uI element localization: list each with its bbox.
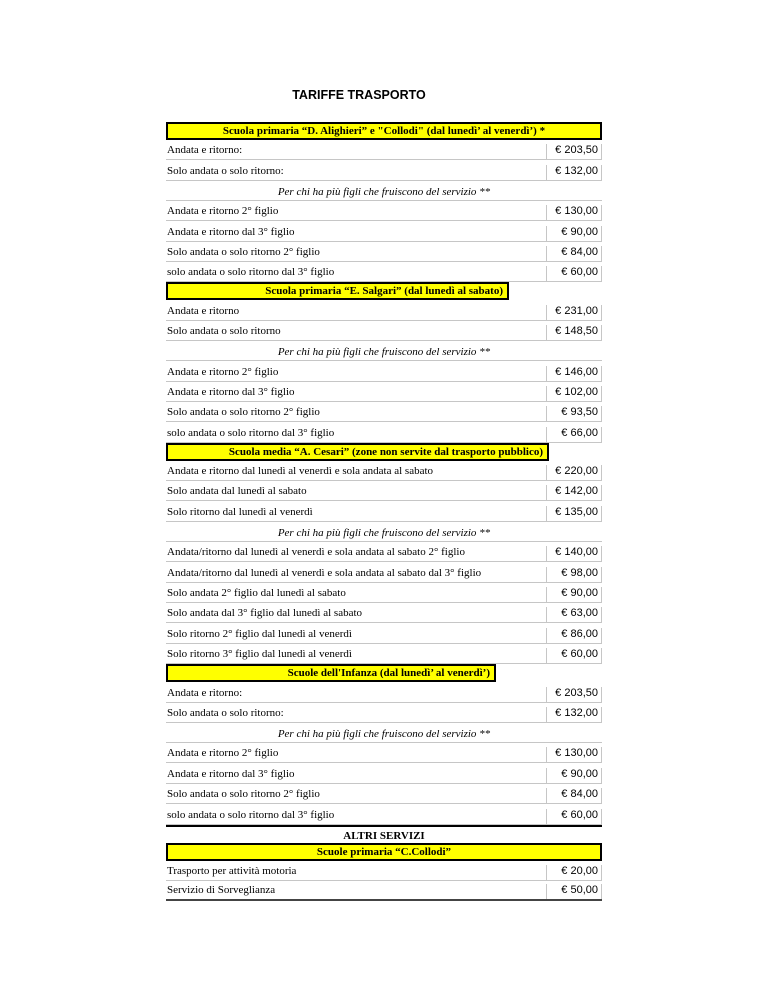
tariff-row: [166, 242, 602, 262]
tariff-label: Solo andata 2° figlio dal lunedì al sabato: [167, 587, 346, 600]
section-title: ALTRI SERVIZI: [166, 825, 602, 843]
tariff-price: € 146,00: [546, 366, 602, 381]
tariff-price: € 132,00: [546, 165, 602, 180]
tariff-label: solo andata o solo ritorno dal 3° figlio: [167, 266, 335, 279]
tariff-price: € 66,00: [546, 427, 602, 442]
tariff-price: € 84,00: [546, 788, 602, 803]
tariff-row: [166, 160, 602, 180]
tariff-price: € 142,00: [546, 485, 602, 500]
tariff-row: [166, 382, 602, 402]
tariff-table: [166, 122, 602, 901]
tariff-label: solo andata o solo ritorno dal 3° figlio: [167, 808, 335, 821]
tariff-price: € 130,00: [546, 205, 602, 220]
tariff-label: Andata e ritorno dal 3° figlio: [167, 767, 295, 780]
tariff-label: Solo andata o solo ritorno:: [167, 706, 284, 719]
multi-child-note: Per chi ha più figli che fruiscono del servizio **: [166, 522, 602, 542]
tariff-price: € 102,00: [546, 386, 602, 401]
tariff-label: Solo andata o solo ritorno:: [167, 164, 284, 177]
tariff-label: solo andata o solo ritorno dal 3° figlio: [167, 426, 335, 439]
tariff-row: [166, 140, 602, 160]
tariff-label: Andata e ritorno 2° figlio: [167, 205, 279, 218]
tariff-row: [166, 603, 602, 623]
tariff-label: Solo andata o solo ritorno 2° figlio: [167, 406, 320, 419]
tariff-label: Solo ritorno dal lunedì al venerdì: [167, 505, 313, 518]
tariff-row: [166, 743, 602, 763]
tariff-row: [166, 201, 602, 221]
tariff-label: Solo andata o solo ritorno 2° figlio: [167, 245, 320, 258]
tariff-row: [166, 321, 602, 341]
tariff-price: € 93,50: [546, 406, 602, 421]
tariff-price: € 231,00: [546, 305, 602, 320]
tariff-price: € 98,00: [546, 567, 602, 582]
tariff-row: [166, 861, 602, 881]
tariff-price: € 86,00: [546, 628, 602, 643]
section-header: [166, 443, 549, 461]
tariff-row: [166, 422, 602, 442]
tariff-row: [166, 763, 602, 783]
tariff-label: Andata/ritorno dal lunedì al venerdì e sola andata al sabato 2° figlio: [167, 546, 465, 559]
tariff-row: [166, 402, 602, 422]
multi-child-note: Per chi ha più figli che fruiscono del servizio **: [166, 723, 602, 743]
tariff-label: Andata e ritorno dal 3° figlio: [167, 385, 295, 398]
section-header: [166, 664, 496, 682]
tariff-price: € 220,00: [546, 465, 602, 480]
section-header-text: Scuola primaria “D. Alighieri” e "Collodi" (dal lunedì’ al venerdì’) *: [222, 125, 546, 137]
tariff-row: [166, 623, 602, 643]
tariff-label: Andata e ritorno 2° figlio: [167, 747, 279, 760]
section-header: [166, 843, 602, 861]
multi-child-note: Per chi ha più figli che fruiscono del servizio **: [166, 341, 602, 361]
tariff-row: [166, 542, 602, 562]
tariff-price: € 90,00: [546, 587, 602, 602]
tariff-price: € 84,00: [546, 246, 602, 261]
tariff-label: Solo andata o solo ritorno: [167, 325, 281, 338]
tariff-label: Andata e ritorno: [167, 304, 240, 317]
section-header-text: Scuola primaria “E. Salgari” (dal lunedì al sabato): [265, 285, 503, 298]
tariff-row: [166, 361, 602, 381]
tariff-label: Solo andata dal lunedì al sabato: [167, 485, 307, 498]
tariff-row: [166, 784, 602, 804]
tariff-row: [166, 562, 602, 582]
tariff-label: Andata e ritorno dal lunedì al venerdì e sola andata al sabato: [167, 465, 434, 478]
tariff-price: € 148,50: [546, 325, 602, 340]
tariff-price: € 60,00: [546, 809, 602, 824]
tariff-label: Solo ritorno 3° figlio dal lunedì al venerdì: [167, 648, 352, 661]
section-header: [166, 282, 509, 300]
tariff-row: [166, 262, 602, 282]
tariff-price: € 20,00: [546, 865, 602, 880]
tariff-label: Solo ritorno 2° figlio dal lunedì al venerdì: [167, 627, 352, 640]
tariff-label: Trasporto per attività motoria: [167, 864, 297, 877]
tariff-row: [166, 682, 602, 702]
tariff-row: [166, 221, 602, 241]
tariff-price: € 135,00: [546, 506, 602, 521]
tariff-row: [166, 804, 602, 824]
tariff-row: [166, 481, 602, 501]
tariff-row: [166, 300, 602, 320]
section-header-text: Scuole primaria “C.Collodi”: [316, 845, 452, 858]
tariff-label: Solo andata dal 3° figlio dal lunedì al sabato: [167, 607, 363, 620]
tariff-price: € 60,00: [546, 266, 602, 281]
tariff-price: € 60,00: [546, 648, 602, 663]
tariff-label: Solo andata o solo ritorno 2° figlio: [167, 788, 320, 801]
tariff-row: [166, 461, 602, 481]
tariff-price: € 90,00: [546, 768, 602, 783]
section-header: [166, 122, 602, 140]
tariff-label: Servizio di Sorveglianza: [167, 884, 276, 897]
tariff-price: € 203,50: [546, 144, 602, 159]
tariff-price: € 203,50: [546, 687, 602, 702]
tariff-price: € 140,00: [546, 546, 602, 561]
tariff-row: [166, 703, 602, 723]
tariff-row: [166, 881, 602, 901]
multi-child-note: Per chi ha più figli che fruiscono del servizio **: [166, 181, 602, 201]
tariff-label: Andata e ritorno dal 3° figlio: [167, 225, 295, 238]
tariff-label: Andata e ritorno:: [167, 144, 243, 157]
tariff-row: [166, 501, 602, 521]
tariff-price: € 130,00: [546, 747, 602, 762]
tariff-label: Andata e ritorno:: [167, 686, 243, 699]
tariff-price: € 63,00: [546, 607, 602, 622]
tariff-label: Andata e ritorno 2° figlio: [167, 365, 279, 378]
tariff-row: [166, 583, 602, 603]
tariff-row: [166, 644, 602, 664]
tariff-label: Andata/ritorno dal lunedì al venerdì e sola andata al sabato dal 3° figlio: [167, 566, 482, 579]
section-header-text: Scuole dell'Infanza (dal lunedì’ al venerdì’): [287, 667, 490, 680]
tariff-price: € 132,00: [546, 707, 602, 722]
section-header-text: Scuola media “A. Cesari” (zone non servite dal trasporto pubblico): [228, 445, 543, 458]
tariff-price: € 50,00: [546, 884, 602, 899]
tariff-price: € 90,00: [546, 226, 602, 241]
page-title: TARIFFE TRASPORTO: [292, 88, 426, 102]
